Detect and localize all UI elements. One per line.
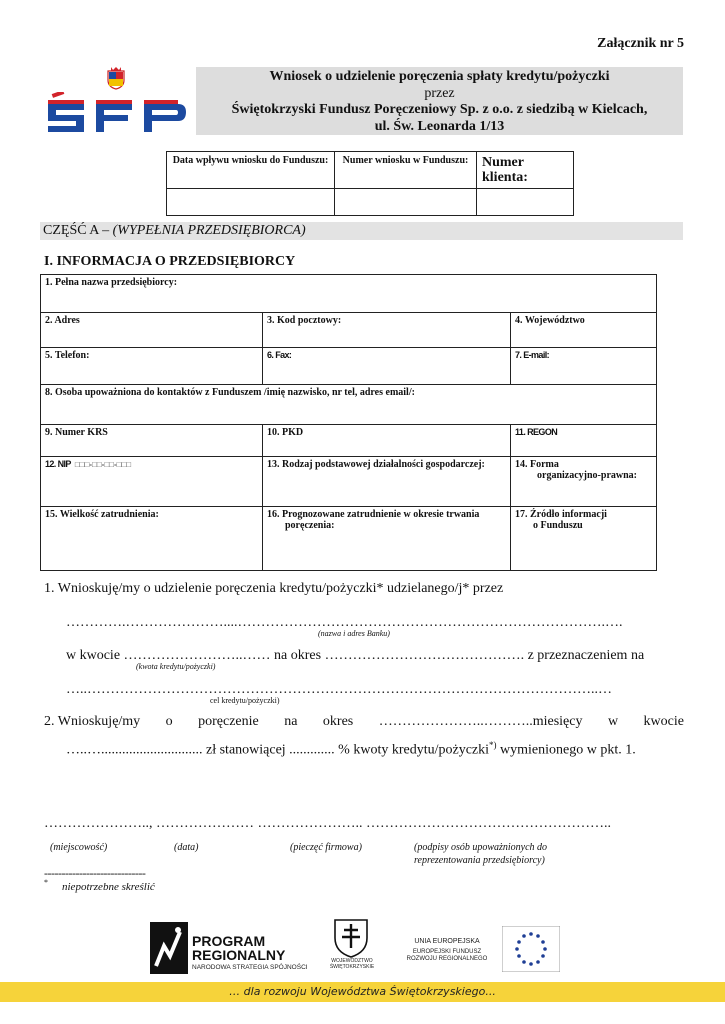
amount-period-line[interactable]: w kwocie ……………………..…… na okres ……………………………………. z przeznaczeniem na	[66, 648, 645, 663]
forecast-employment-label-a: 16. Prognozowane zatrudnienie w okresie trwania	[267, 509, 480, 520]
field-fax[interactable]: 6. Fax:	[263, 348, 511, 385]
s2-word-a: 2. Wnioskuję/my	[44, 714, 141, 729]
s2-word-h: kwocie	[643, 714, 684, 729]
footnote-text: niepotrzebne skreślić	[62, 881, 155, 893]
statement-1-line: 1. Wnioskuję/my o udzielenie poręczenia kredytu/pożyczki* udzielanego/j* przez	[44, 581, 504, 596]
info-source-label-a: 17. Źródło informacji	[515, 509, 607, 520]
intake-table	[166, 151, 574, 216]
program-text-2: REGIONALNY	[192, 947, 286, 963]
field-email[interactable]: 7. E-mail:	[511, 348, 657, 385]
client-number-field[interactable]	[477, 189, 574, 216]
footer-logos	[150, 918, 560, 976]
info-source-label-b: o Funduszu	[533, 520, 583, 531]
field-regon[interactable]: 11. REGON	[511, 425, 657, 457]
field-full-name[interactable]: 1. Pełna nazwa przedsiębiorcy:	[41, 275, 657, 313]
field-legal-form[interactable]	[511, 457, 657, 507]
title-line-4: ul. Św. Leonarda 1/13	[374, 118, 505, 134]
application-number-label: Numer wniosku w Funduszu:	[335, 152, 477, 189]
voivodeship-coat-icon	[332, 918, 370, 958]
field-nip[interactable]	[41, 457, 263, 507]
application-number-field[interactable]	[335, 189, 477, 216]
field-phone[interactable]: 5. Telefon:	[41, 348, 263, 385]
legal-form-label-a: 14. Forma	[515, 459, 559, 470]
eu-text-2: EUROPEJSKI FUNDUSZ	[412, 949, 482, 955]
field-address[interactable]: 2. Adres	[41, 313, 263, 348]
statement-2-line	[44, 714, 684, 730]
field-krs[interactable]: 9. Numer KRS	[41, 425, 263, 457]
signature-hint-2: reprezentowania przedsiębiorcy)	[414, 855, 545, 866]
client-number-label: Numer klienta:	[477, 152, 574, 189]
title-line-3: Świętokrzyski Fundusz Poręczeniowy Sp. z o.o. z siedzibą w Kielcach,	[231, 102, 648, 117]
voiv-text-2: ŚWIĘTOKRZYSKIE	[329, 964, 375, 970]
part-a-bar	[40, 222, 683, 240]
voiv-text-1: WOJEWÓDZTWO	[331, 958, 373, 964]
s2-months-field[interactable]: …………………..………..miesięcy	[378, 714, 583, 729]
signature-dots[interactable]: ………………….., ………………… ………………….. ……………………………………………..	[44, 816, 611, 831]
date-hint: (data)	[174, 842, 199, 853]
s2-word-g: w	[607, 714, 619, 729]
s2-footnote-mark: *)	[489, 740, 497, 750]
s2-amount-text: …..…............................. zł stanowiącej ............. % kwoty kredytu/pożyczki	[66, 742, 490, 758]
statement-2-amount-line[interactable]	[66, 740, 636, 759]
field-info-source[interactable]	[511, 507, 657, 571]
date-received-field[interactable]	[167, 189, 335, 216]
footnote-mark: *	[44, 878, 48, 887]
field-employment-size[interactable]: 15. Wielkość zatrudnienia:	[41, 507, 263, 571]
title-box	[196, 67, 683, 135]
purpose-hint: cel kredytu/pożyczki)	[210, 696, 280, 705]
footer-slogan-bar: … dla rozwoju Województwa Świętokrzyskiego...	[0, 982, 725, 1002]
part-a-prefix: CZĘŚĆ A –	[43, 223, 113, 238]
title-line-2: przez	[424, 85, 455, 101]
signature-hint-1: (podpisy osób upoważnionych do	[414, 842, 548, 853]
field-voivodeship[interactable]: 4. Województwo	[511, 313, 657, 348]
program-regionalny-icon	[150, 922, 188, 974]
eu-text-3: ROZWOJU REGIONALNEGO	[406, 956, 488, 962]
field-contact-person[interactable]: 8. Osoba upoważniona do kontaktów z Funduszem /imię nazwisko, nr tel, adres email/:	[41, 385, 657, 425]
annex-label: Załącznik nr 5	[597, 36, 684, 51]
program-text-3: NARODOWA STRATEGIA SPÓJNOŚCI	[192, 964, 308, 971]
purpose-field[interactable]: …..………………………………………………………………………………………………..…	[66, 682, 612, 697]
entrepreneur-info-table	[40, 274, 657, 571]
footnote-rule: -----------------------------	[44, 866, 146, 880]
s2-word-d: na	[284, 714, 298, 729]
s2-word-c: poręczenie	[198, 714, 259, 729]
nip-digit-boxes[interactable]: □□□-□□-□□-□□□	[74, 460, 132, 469]
field-pkd[interactable]: 10. PKD	[263, 425, 511, 457]
field-business-activity[interactable]: 13. Rodzaj podstawowej działalności gospodarczej:	[263, 457, 511, 507]
amount-hint: (kwota kredytu/pożyczki)	[136, 662, 216, 671]
date-received-label: Data wpływu wniosku do Funduszu:	[167, 152, 335, 189]
forecast-employment-label-b: poręczenia:	[285, 520, 335, 531]
section-i-heading: I. INFORMACJA O PRZEDSIĘBIORCY	[44, 254, 296, 269]
s2-amount-end: wymienionego w pkt. 1.	[496, 742, 636, 758]
bank-name-hint: (nazwa i adres Banku)	[318, 629, 390, 638]
place-hint: (miejscowość)	[50, 842, 108, 853]
field-postal-code[interactable]: 3. Kod pocztowy:	[263, 313, 511, 348]
stamp-hint: (pieczęć firmowa)	[290, 842, 362, 853]
legal-form-label-b: organizacyjno-prawna:	[537, 470, 637, 481]
bank-name-field[interactable]: ………….…………………....…………………………………………………………………….….	[66, 615, 623, 630]
nip-label: 12. NIP	[45, 459, 71, 469]
eu-flag-icon	[502, 926, 560, 972]
title-line-1: Wniosek o udzielenie poręczenia spłaty kredytu/pożyczki	[269, 69, 610, 84]
eu-text-1: UNIA EUROPEJSKA	[414, 938, 480, 945]
coat-of-arms-icon	[106, 66, 126, 90]
part-a-note: (WYPEŁNIA PRZEDSIĘBIORCA)	[112, 223, 306, 238]
field-forecast-employment[interactable]	[263, 507, 511, 571]
s2-word-e: okres	[322, 714, 354, 729]
s2-word-b: o	[165, 714, 173, 729]
sfp-logo	[44, 92, 188, 138]
program-text-1: PROGRAM	[192, 933, 266, 949]
